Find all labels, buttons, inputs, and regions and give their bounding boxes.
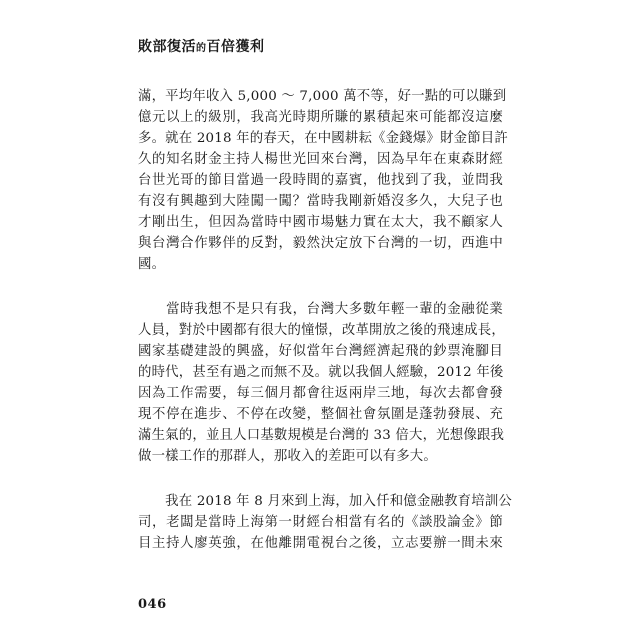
text-line: 滿，平均年收入 5,000 ～ 7,000 萬不等，好一點的可以賺到 [138, 89, 507, 104]
text-line: 億元以上的級別，我高光時期所賺的累積起來可能都沒這麼 [138, 110, 503, 125]
running-head-part-2: 的 [196, 43, 207, 54]
page-number: 046 [138, 597, 167, 612]
text-line: 當時我想不是只有我，台灣大多數年輕一輩的金融從業 [138, 302, 503, 317]
running-head [138, 36, 265, 56]
text-line: 我在 2018 年 8 月來到上海，加入仟和億金融教育培訓公 [138, 494, 513, 509]
body-text [138, 86, 513, 554]
text-line: 與台灣合作夥伴的反對，毅然決定放下台灣的一切，西進中 [138, 236, 503, 251]
text-line: 多。就在 2018 年的春天，在中國耕耘《金錢爆》財金節目許 [138, 131, 508, 146]
text-line: 因為工作需要，每三個月都會往返兩岸三地，每次去都會發 [138, 386, 503, 401]
text-line: 有沒有興趣到大陸闖一闖？當時我剛新婚沒多久，大兒子也 [138, 194, 503, 209]
text-line: 國。 [138, 257, 166, 272]
text-line: 的時代，甚至有過之而無不及。就以我個人經驗，2012 年後 [138, 365, 504, 380]
text-line: 國家基礎建設的興盛，好似當年台灣經濟起飛的鈔票淹腳目 [138, 344, 503, 359]
text-line: 現不停在進步、不停在改變，整個社會氛圍是蓬勃發展、充 [138, 407, 503, 422]
text-line: 司，老闆是當時上海第一財經台相當有名的《談股論金》節 [138, 515, 503, 530]
text-line: 滿生氣的，並且人口基數規模是台灣的 33 倍大，光想像跟我 [138, 428, 505, 443]
text-line: 目主持人廖英強，在他離開電視台之後，立志要辦一間未來 [138, 536, 503, 551]
paragraph-1 [138, 86, 508, 275]
paragraph-3 [138, 491, 513, 554]
running-head-part-3: 百倍獲利 [206, 39, 265, 55]
text-line: 做一樣工作的那群人，那收入的差距可以有多大。 [138, 449, 437, 464]
running-head-part-1: 敗部復活 [138, 39, 196, 55]
text-line: 久的知名財金主持人楊世光回來台灣，因為早年在東森財經 [138, 152, 503, 167]
text-line: 才剛出生，但因為當時中國市場魅力實在太大，我不顧家人 [138, 215, 503, 230]
text-line: 人員，對於中國都有很大的憧憬，改革開放之後的飛速成長， [138, 323, 505, 338]
text-line: 台世光哥的節目當過一段時間的嘉賓，他找到了我，並問我 [138, 173, 503, 188]
paragraph-2 [138, 299, 503, 467]
